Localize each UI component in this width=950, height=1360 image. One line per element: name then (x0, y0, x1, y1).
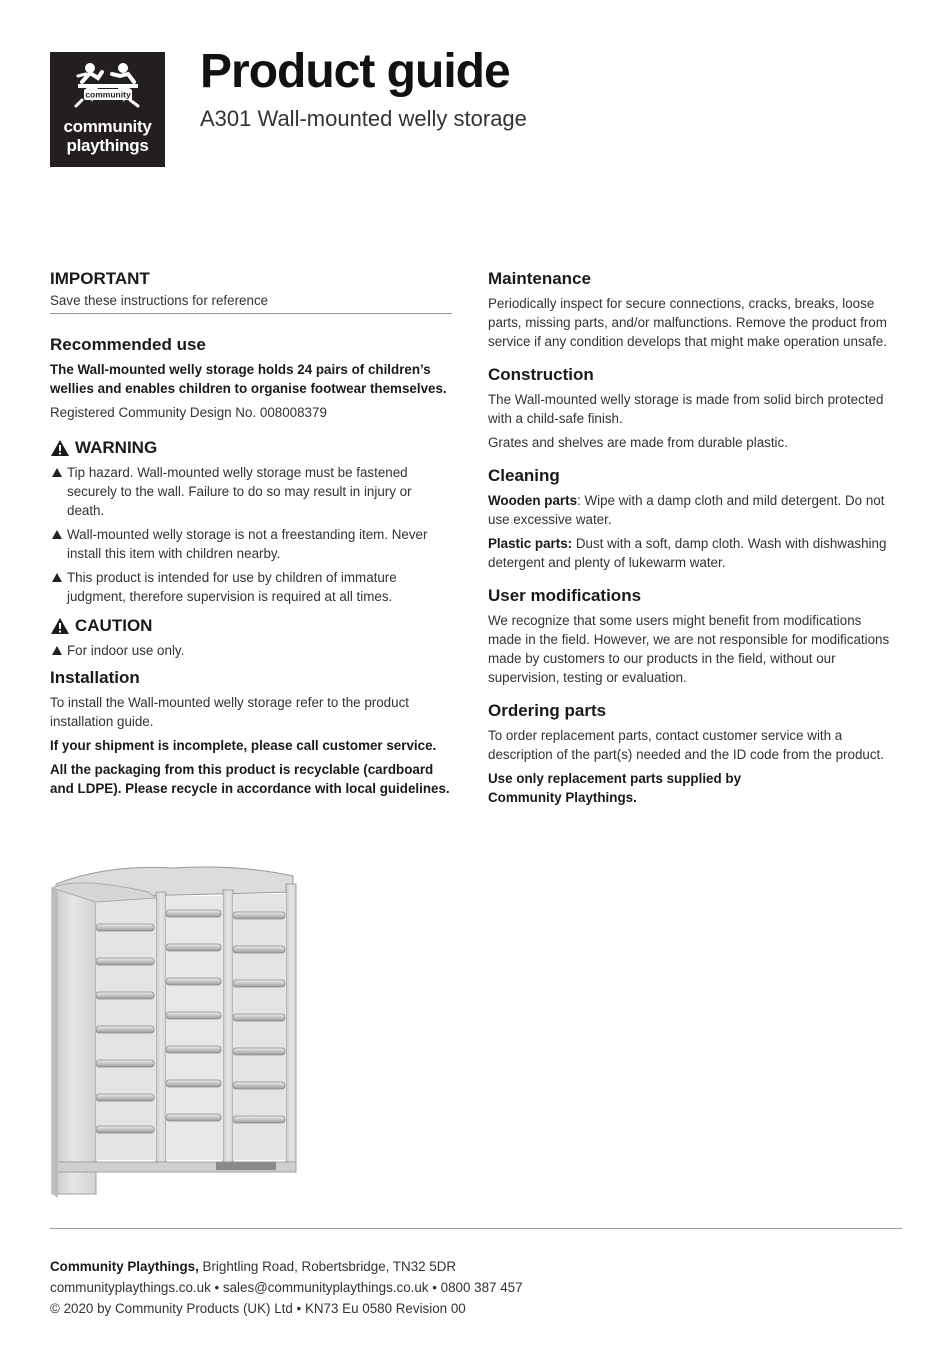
warning-item (50, 463, 452, 520)
design-number: Registered Community Design No. 008008379 (50, 405, 327, 420)
installation-heading: Installation (50, 668, 140, 687)
warning-heading (50, 437, 452, 459)
logo-text-line1: community (63, 117, 152, 136)
user-modifications-heading: User modifications (488, 586, 642, 605)
caution-heading (50, 615, 452, 637)
ordering-parts-note-line2: Community Playthings. (488, 790, 637, 805)
page-title: Product guide (200, 45, 510, 98)
cleaning-plastic-text: Dust with a soft, damp cloth. Wash with dishwashing detergent and plenty of lukewarm water. (488, 536, 887, 570)
footer-company: Community Playthings, (50, 1259, 199, 1274)
ordering-parts-text: To order replacement parts, contact customer service with a description of the part(s) needed and the ID code from the product. (488, 728, 884, 762)
cleaning-plastic (488, 534, 893, 572)
footer (50, 1256, 523, 1319)
construction-text: The Wall-mounted welly storage is made from solid birch protected with a child-safe finish. (488, 392, 884, 426)
ordering-parts-section (488, 700, 893, 807)
important-section (50, 268, 452, 314)
logo-badge-text: community (85, 89, 131, 100)
construction-text-plastic: Grates and shelves are made from durable plastic. (488, 435, 788, 450)
maintenance-heading: Maintenance (488, 269, 591, 288)
triangle-bullet-icon (52, 646, 62, 655)
triangle-bullet-icon (52, 530, 62, 539)
left-column (50, 268, 452, 798)
cleaning-wooden-label: Wooden parts (488, 493, 578, 508)
warning-item-text: This product is intended for use by children of immature judgment, therefore supervision is required at all times. (67, 570, 397, 604)
right-column (488, 268, 893, 807)
caution-icon (50, 617, 70, 635)
page-subtitle: A301 Wall-mounted welly storage (200, 106, 527, 131)
user-modifications-section (488, 585, 893, 687)
important-text: Save these instructions for reference (50, 293, 269, 308)
footer-divider (50, 1228, 902, 1229)
recommended-use-heading: Recommended use (50, 335, 206, 354)
cleaning-wooden-text: : Wipe with a damp cloth and mild detergent. Do not use excessive water. (488, 493, 885, 527)
construction-section (488, 364, 893, 452)
user-modifications-text: We recognize that some users might benefit from modifications made in the field. However, we are not responsible for modifications made by customers to our products in the field, without our supervision, testing or evaluation. (488, 613, 890, 685)
ordering-parts-heading: Ordering parts (488, 701, 607, 720)
warning-list (50, 463, 452, 606)
triangle-bullet-icon (52, 468, 62, 477)
recommended-use-text: The Wall-mounted welly storage holds 24 pairs of children’s wellies and enables children to organise footwear themselves. (50, 362, 447, 396)
installation-shipment-note: If your shipment is incomplete, please call customer service. (50, 738, 437, 753)
cleaning-section (488, 465, 893, 572)
maintenance-text: Periodically inspect for secure connections, cracks, breaks, loose parts, missing parts, and/or malfunctions. Remove the product from service if any condition develops that might make operation unsafe. (488, 296, 887, 349)
installation-text: To install the Wall-mounted welly storage refer to the product installation guide. (50, 695, 409, 729)
warning-icon (50, 439, 70, 457)
cleaning-plastic-label: Plastic parts: (488, 536, 573, 551)
construction-heading: Construction (488, 365, 594, 384)
children-figures-icon (68, 60, 148, 116)
warning-section (50, 437, 452, 606)
maintenance-section (488, 268, 893, 351)
triangle-bullet-icon (52, 573, 62, 582)
footer-contact: communityplaythings.co.uk • sales@communityplaythings.co.uk • 0800 387 457 (50, 1280, 523, 1295)
company-logo (50, 52, 165, 167)
ordering-parts-note (488, 769, 893, 807)
warning-item (50, 525, 452, 563)
product-image (48, 862, 298, 1198)
caution-section (50, 615, 452, 660)
warning-item-text: Tip hazard. Wall-mounted welly storage must be fastened securely to the wall. Failure to do so may result in injury or death. (67, 465, 412, 518)
cleaning-heading: Cleaning (488, 466, 560, 485)
cleaning-wooden (488, 491, 893, 529)
warning-heading-label: WARNING (75, 438, 158, 457)
recommended-use-section (50, 334, 452, 422)
footer-copyright: © 2020 by Community Products (UK) Ltd • KN73 Eu 0580 Revision 00 (50, 1301, 466, 1316)
caution-item (50, 641, 452, 660)
footer-address: Brightling Road, Robertsbridge, TN32 5DR (198, 1259, 457, 1274)
installation-packaging-note: All the packaging from this product is recyclable (cardboard and LDPE). Please recycle in accordance with local guidelines. (50, 762, 450, 796)
caution-item-text: For indoor use only. (67, 643, 185, 658)
ordering-parts-note-line1: Use only replacement parts supplied by (488, 771, 742, 786)
footer-address-line (50, 1256, 523, 1277)
logo-text-line2: playthings (66, 136, 149, 155)
caution-list (50, 641, 452, 660)
installation-section (50, 667, 452, 798)
warning-item-text: Wall-mounted welly storage is not a freestanding item. Never install this item with children nearby. (67, 527, 428, 561)
caution-heading-label: CAUTION (75, 616, 153, 635)
warning-item (50, 568, 452, 606)
important-heading: IMPORTANT (50, 269, 150, 288)
